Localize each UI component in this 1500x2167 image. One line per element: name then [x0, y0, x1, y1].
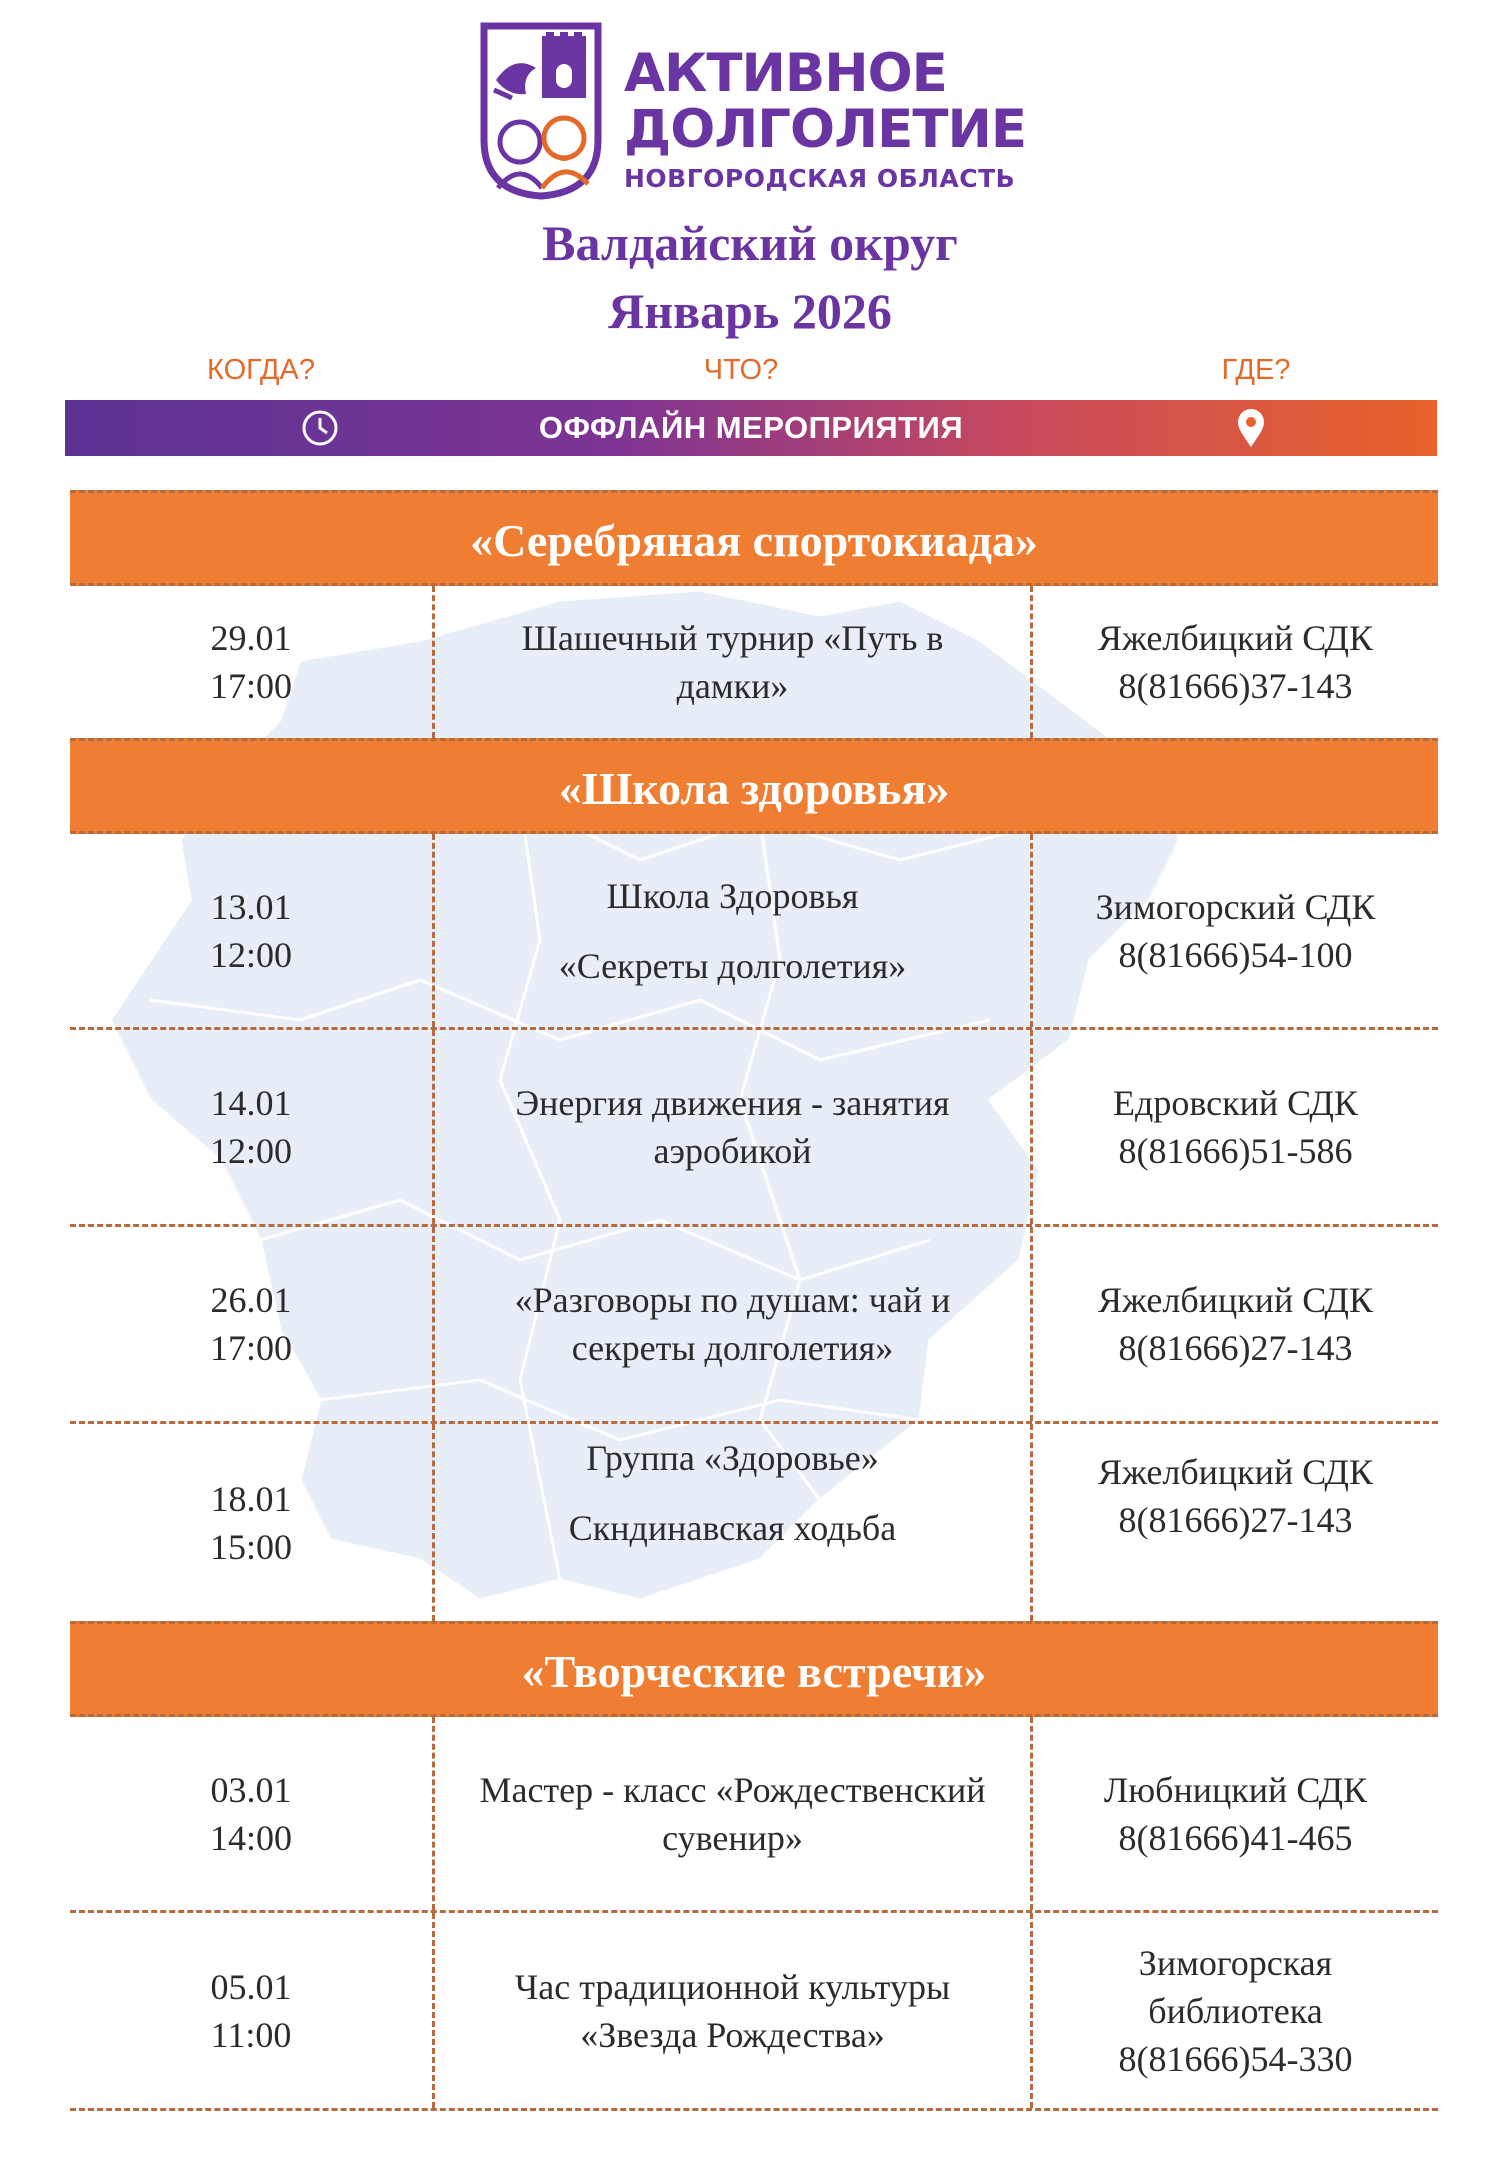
event-title-line: «Звезда Рождества»	[580, 2014, 885, 2055]
logo-line-1: АКТИВНОЕ	[624, 43, 947, 104]
event-title-line: секреты долголетия»	[571, 1328, 894, 1368]
event-where	[1033, 1913, 1438, 2108]
event-date: 18.01	[210, 1478, 292, 1519]
event-phone: 8(81666)27-143	[1118, 1328, 1353, 1368]
band-label: ОФФЛАЙН МЕРОПРИЯТИЯ	[538, 410, 964, 445]
event-when	[70, 1424, 435, 1621]
event-where	[1033, 586, 1438, 738]
event-venue: Яжелбицкий СДК	[1097, 1452, 1373, 1492]
event-title-line: Скндинавская ходьба	[568, 1508, 897, 1548]
event-row	[70, 1030, 1438, 1227]
event-title-line: Шашечный турнир «Путь в	[521, 618, 944, 658]
event-date: 29.01	[210, 618, 292, 658]
event-when	[70, 1717, 435, 1910]
event-time: 17:00	[209, 666, 292, 706]
logo-line-3: НОВГОРОДСКАЯ ОБЛАСТЬ	[624, 164, 1016, 193]
event-what	[435, 586, 1033, 738]
event-what	[435, 1227, 1033, 1421]
event-title-line: Час традиционной культуры	[514, 1966, 951, 2007]
event-title-line: дамки»	[676, 666, 789, 706]
location-pin-icon	[1235, 407, 1267, 449]
event-where	[1033, 1717, 1438, 1910]
event-time: 17:00	[209, 1328, 292, 1368]
event-phone: 8(81666)27-143	[1118, 1500, 1353, 1540]
event-title-line: Группа «Здоровье»	[586, 1438, 879, 1478]
event-when	[70, 1227, 435, 1421]
events-schedule	[70, 490, 1438, 2111]
event-date: 03.01	[210, 1769, 292, 1810]
event-what	[435, 1424, 1033, 1621]
offline-events-band	[65, 400, 1437, 456]
event-time: 11:00	[210, 2014, 292, 2055]
event-title-line: Мастер - класс «Рождественский	[479, 1769, 986, 1810]
column-label-what: ЧТО?	[703, 354, 779, 386]
event-venue: Едровский СДК	[1113, 1083, 1358, 1123]
event-what	[435, 834, 1033, 1027]
event-title-line: «Разговоры по душам: чай и	[514, 1280, 951, 1320]
event-title-line: сувенир»	[662, 1817, 803, 1858]
event-venue: Яжелбицкий СДК	[1097, 1280, 1373, 1320]
event-row	[70, 1913, 1438, 2111]
event-date: 26.01	[210, 1280, 292, 1320]
event-phone: 8(81666)54-330	[1118, 2038, 1353, 2079]
event-when	[70, 1030, 435, 1224]
logo-emblem-icon	[476, 20, 606, 200]
event-time: 15:00	[209, 1526, 292, 1567]
event-venue: Зимогорская	[1138, 1942, 1333, 1983]
section-header: «Творческие встречи»	[70, 1621, 1438, 1717]
event-what	[435, 1717, 1033, 1910]
page-header	[0, 0, 1500, 470]
logo-line-2: ДОЛГОЛЕТИЕ	[624, 99, 1027, 160]
event-phone: 8(81666)41-465	[1118, 1817, 1353, 1858]
event-date: 14.01	[210, 1083, 292, 1123]
event-where	[1033, 1030, 1438, 1224]
month-title: Январь 2026	[608, 283, 892, 339]
event-date: 05.01	[210, 1966, 292, 2007]
event-when	[70, 834, 435, 1027]
event-where	[1033, 1424, 1438, 1621]
district-title: Валдайский округ	[542, 215, 958, 271]
event-title-line: аэробикой	[653, 1131, 812, 1171]
event-date: 13.01	[210, 886, 292, 927]
event-title-line: Энергия движения - занятия	[515, 1083, 950, 1123]
event-row	[70, 1424, 1438, 1621]
event-time: 14:00	[209, 1817, 292, 1858]
event-when	[70, 1913, 435, 2108]
event-where	[1033, 834, 1438, 1027]
event-venue: Любницкий СДК	[1103, 1769, 1368, 1810]
event-when	[70, 586, 435, 738]
event-time: 12:00	[209, 934, 292, 975]
section-header: «Серебряная спортокиада»	[70, 490, 1438, 586]
event-row	[70, 586, 1438, 738]
event-venue: Яжелбицкий СДК	[1097, 618, 1373, 658]
event-phone: 8(81666)54-100	[1118, 934, 1353, 975]
activnoe-dolgoletie-logo	[476, 20, 1056, 200]
event-what	[435, 1030, 1033, 1224]
logo-wordmark	[624, 43, 1027, 196]
event-row	[70, 1227, 1438, 1424]
event-venue: Зимогорский СДК	[1095, 886, 1376, 927]
event-phone: 8(81666)51-586	[1118, 1131, 1353, 1171]
event-time: 12:00	[209, 1131, 292, 1171]
event-phone: 8(81666)37-143	[1118, 666, 1353, 706]
section-header: «Школа здоровья»	[70, 738, 1438, 834]
column-label-when: КОГДА?	[207, 354, 315, 386]
event-title-line: Школа Здоровья	[606, 875, 859, 916]
event-row	[70, 834, 1438, 1030]
event-where	[1033, 1227, 1438, 1421]
event-row	[70, 1717, 1438, 1913]
column-label-where: ГДЕ?	[1221, 354, 1291, 386]
event-what	[435, 1913, 1033, 2108]
event-venue: библиотека	[1148, 1990, 1323, 2031]
event-title-line: «Секреты долголетия»	[558, 945, 907, 986]
